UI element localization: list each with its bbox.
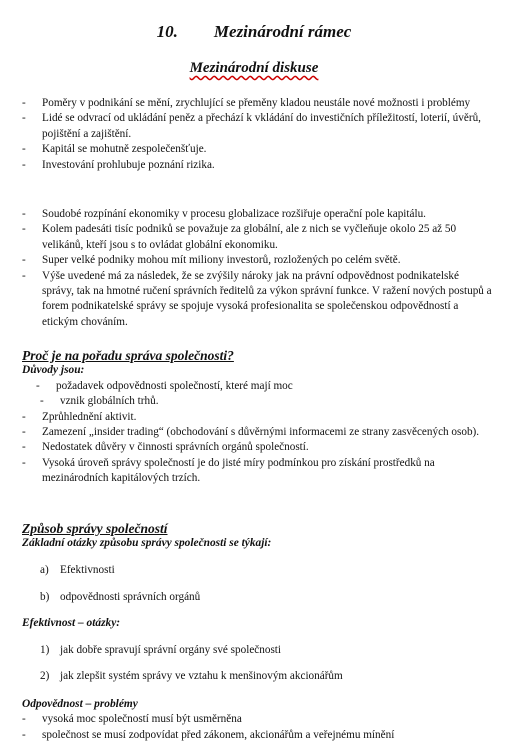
list-item: - Vysoká úroveň správy společností je do jisté míry podmínkou pro získání prostředků na mezinárodních kapitálových trzích. — [22, 456, 435, 485]
list-item: - Zamezení „insider trading“ (obchodování s důvěrnými informacemi ze strany zasvěcených osob). — [22, 426, 480, 439]
section-title — [0, 60, 508, 77]
questions-label: Základní otázky způsobu správy společnosti se týkají: — [22, 537, 272, 550]
list-item: 2) jak zlepšit systém správy ve vztahu k menšinovým akcionářům — [40, 670, 343, 683]
list-item: - vznik globálních trhů. — [40, 395, 159, 408]
list-item: - Výše uvedené má za následek, že se zvýšily nároky jak na právní odpovědnost podnikatelské správy, tak na hmotné ručení správních ředitelů za výkon správní funkce. V ražení nových postupů a forem podnikatelské správy se spojuje vysoká profesionalita se společenskou odpovědností a etickým chováním. — [22, 269, 492, 328]
reasons-label: Důvody jsou: — [22, 364, 85, 377]
list-item: - Zprůhlednění aktivit. — [22, 410, 137, 423]
section-title-text: Mezinárodní diskuse — [189, 60, 319, 76]
list-2 — [22, 207, 492, 330]
chapter-title: Mezinárodní rámec — [213, 22, 352, 41]
list-item: - Lidé se odvrací od ukládání peněz a přechází k vkládání do investičních příležitostí, loterií, úvěrů, pojištění a zajištění. — [22, 112, 481, 140]
list-item: 1) jak dobře spravují správní orgány své společnosti — [40, 643, 282, 656]
list-item: a) Efektivnosti — [40, 564, 115, 576]
list-item: - Investování prohlubuje poznání rizika. — [22, 158, 215, 171]
efficiency-label: Efektivnost – otázky: — [22, 617, 121, 630]
section-governance-reasons — [22, 348, 492, 487]
section-governance-method — [22, 521, 492, 743]
list-item: - Nedostatek důvěry v činnosti správních orgánů společností. — [22, 441, 309, 454]
chapter-number: 10. — [156, 22, 178, 41]
list-item: - Poměry v podnikání se mění, zrychlující se přeměny kladou neustále nové možnosti i problémy — [22, 97, 471, 109]
list-item: - Kolem padesáti tisíc podniků se považuje za globální, ale z nich se vyčleňuje okolo 25 až 50 velikánů, kteří jsou s to ovládat globální ekonomiku. — [22, 223, 457, 251]
section-heading: Způsob správy společností — [22, 521, 168, 536]
list-1 — [22, 96, 492, 173]
list-item: - společnost se musí zodpovídat před zákonem, akcionářům a veřejnému mínění — [22, 728, 395, 741]
list-item: - požadavek odpovědnosti společností, které mají moc — [36, 379, 293, 392]
chapter-heading — [0, 22, 508, 42]
list-item: - Soudobé rozpínání ekonomiky v procesu globalizace rozšiřuje operační pole kapitálu. — [22, 208, 426, 220]
list-item: - Super velké podniky mohou mít miliony investorů, rozložených po celém světě. — [22, 254, 401, 267]
list-item: - Kapitál se mohutně zespolečenšťuje. — [22, 143, 207, 156]
section-heading: Proč je na pořadu správa společnosti? — [22, 348, 234, 363]
responsibility-label: Odpovědnost – problémy — [22, 697, 138, 710]
list-item: b) odpovědnosti správních orgánů — [40, 590, 201, 603]
list-item: - vysoká moc společností musí být usměrněna — [22, 713, 242, 726]
